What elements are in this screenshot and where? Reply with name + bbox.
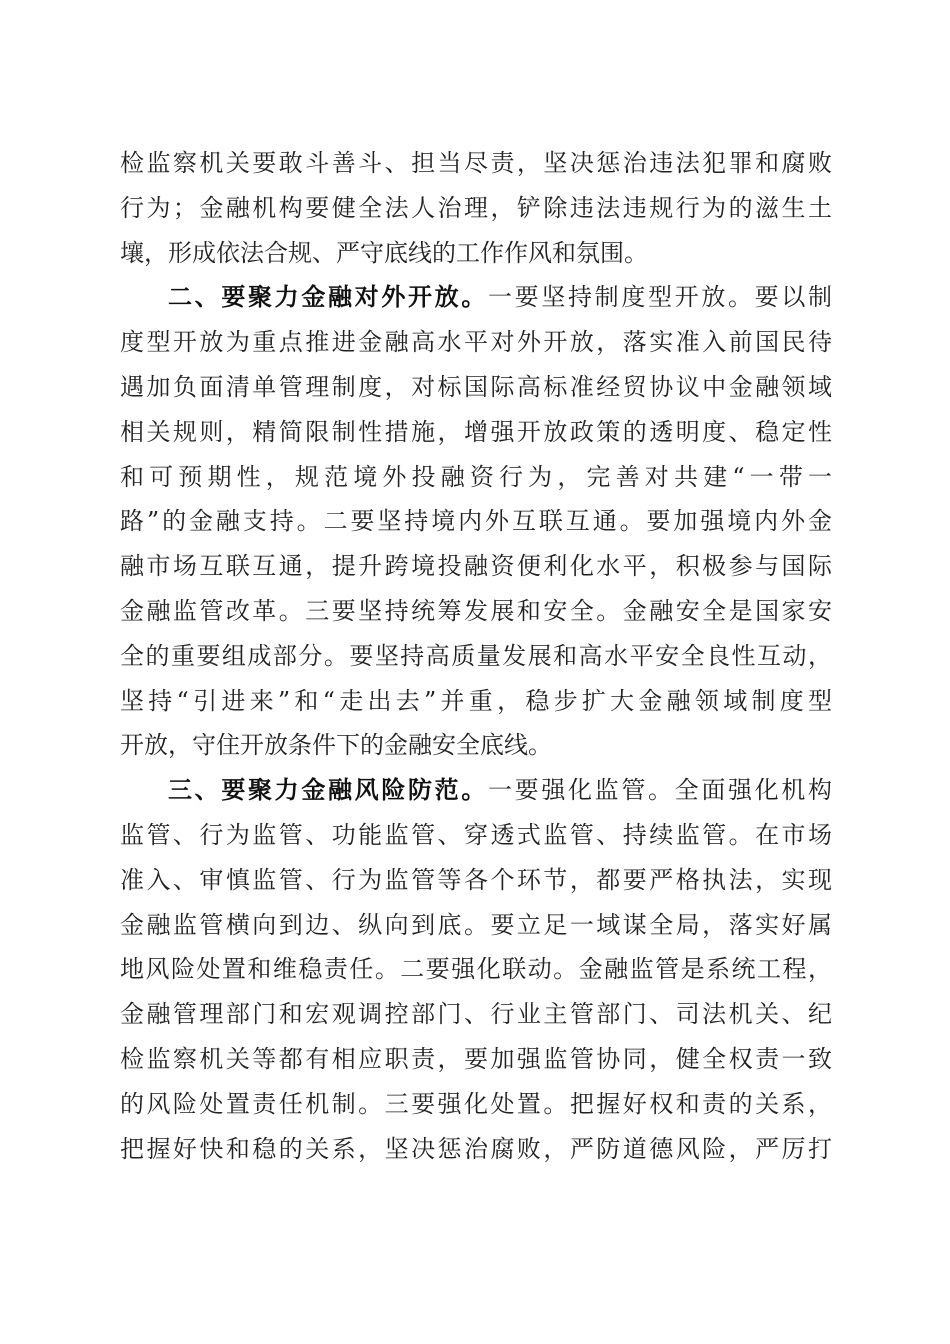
document-body (120, 141, 832, 1171)
paragraph-2 (120, 275, 832, 768)
text-line: 壤，形成依法合规、严守底线的工作作风和氛围。 (120, 238, 648, 267)
text-line: 准入、审慎监管、行为监管等各个环节，都要严格执法，实现 (120, 865, 832, 894)
section-heading-3: 三、要聚力金融风险防范。 (168, 776, 488, 805)
text-line: 相关规则，精简限制性措施，增强开放政策的透明度、稳定性 (120, 417, 832, 446)
text-line: 行为；金融机构要健全法人治理，铲除违法违规行为的滋生土 (120, 193, 832, 222)
paragraph-first-line (120, 275, 832, 320)
section-heading-2: 二、要聚力金融对外开放。 (168, 283, 488, 312)
paragraph-3 (120, 768, 832, 1171)
paragraph-1 (120, 141, 832, 275)
heading-line-rest: 一要坚持制度型开放。要以制 (488, 283, 832, 312)
paragraph-first-line (120, 768, 832, 813)
text-line: 全的重要组成部分。要坚持高质量发展和高水平安全良性互动， (120, 641, 832, 670)
text-line: 坚持“引进来”和“走出去”并重，稳步扩大金融领域制度型 (120, 686, 832, 715)
text-line: 金融监管横向到边、纵向到底。要立足一域谋全局，落实好属 (120, 910, 832, 939)
text-line: 检监察机关等都有相应职责，要加强监管协同，健全权责一致 (120, 1044, 832, 1073)
text-line: 地风险处置和维稳责任。二要强化联动。金融监管是系统工程， (120, 955, 832, 984)
text-line: 遇加负面清单管理制度，对标国际高标准经贸协议中金融领域 (120, 372, 832, 401)
text-line: 开放，守住开放条件下的金融安全底线。 (120, 731, 552, 760)
text-line: 路”的金融支持。二要坚持境内外互联互通。要加强境内外金 (120, 507, 832, 536)
text-line: 检监察机关要敢斗善斗、担当尽责，坚决惩治违法犯罪和腐败 (120, 149, 832, 177)
text-line: 监管、行为监管、功能监管、穿透式监管、持续监管。在市场 (120, 820, 832, 849)
text-line: 的风险处置责任机制。三要强化处置。把握好权和责的关系， (120, 1089, 832, 1118)
text-line: 金融管理部门和宏观调控部门、行业主管部门、司法机关、纪 (120, 1000, 832, 1029)
text-line: 金融监管改革。三要坚持统筹发展和安全。金融安全是国家安 (120, 596, 832, 625)
text-line: 把握好快和稳的关系，坚决惩治腐败，严防道德风险，严厉打 (120, 1134, 832, 1163)
text-line: 和可预期性，规范境外投融资行为，完善对共建“一带一 (120, 462, 832, 491)
heading-line-rest: 一要强化监管。全面强化机构 (488, 776, 832, 805)
text-line: 度型开放为重点推进金融高水平对外开放，落实准入前国民待 (120, 328, 832, 357)
text-line: 融市场互联互通，提升跨境投融资便利化水平，积极参与国际 (120, 552, 832, 581)
